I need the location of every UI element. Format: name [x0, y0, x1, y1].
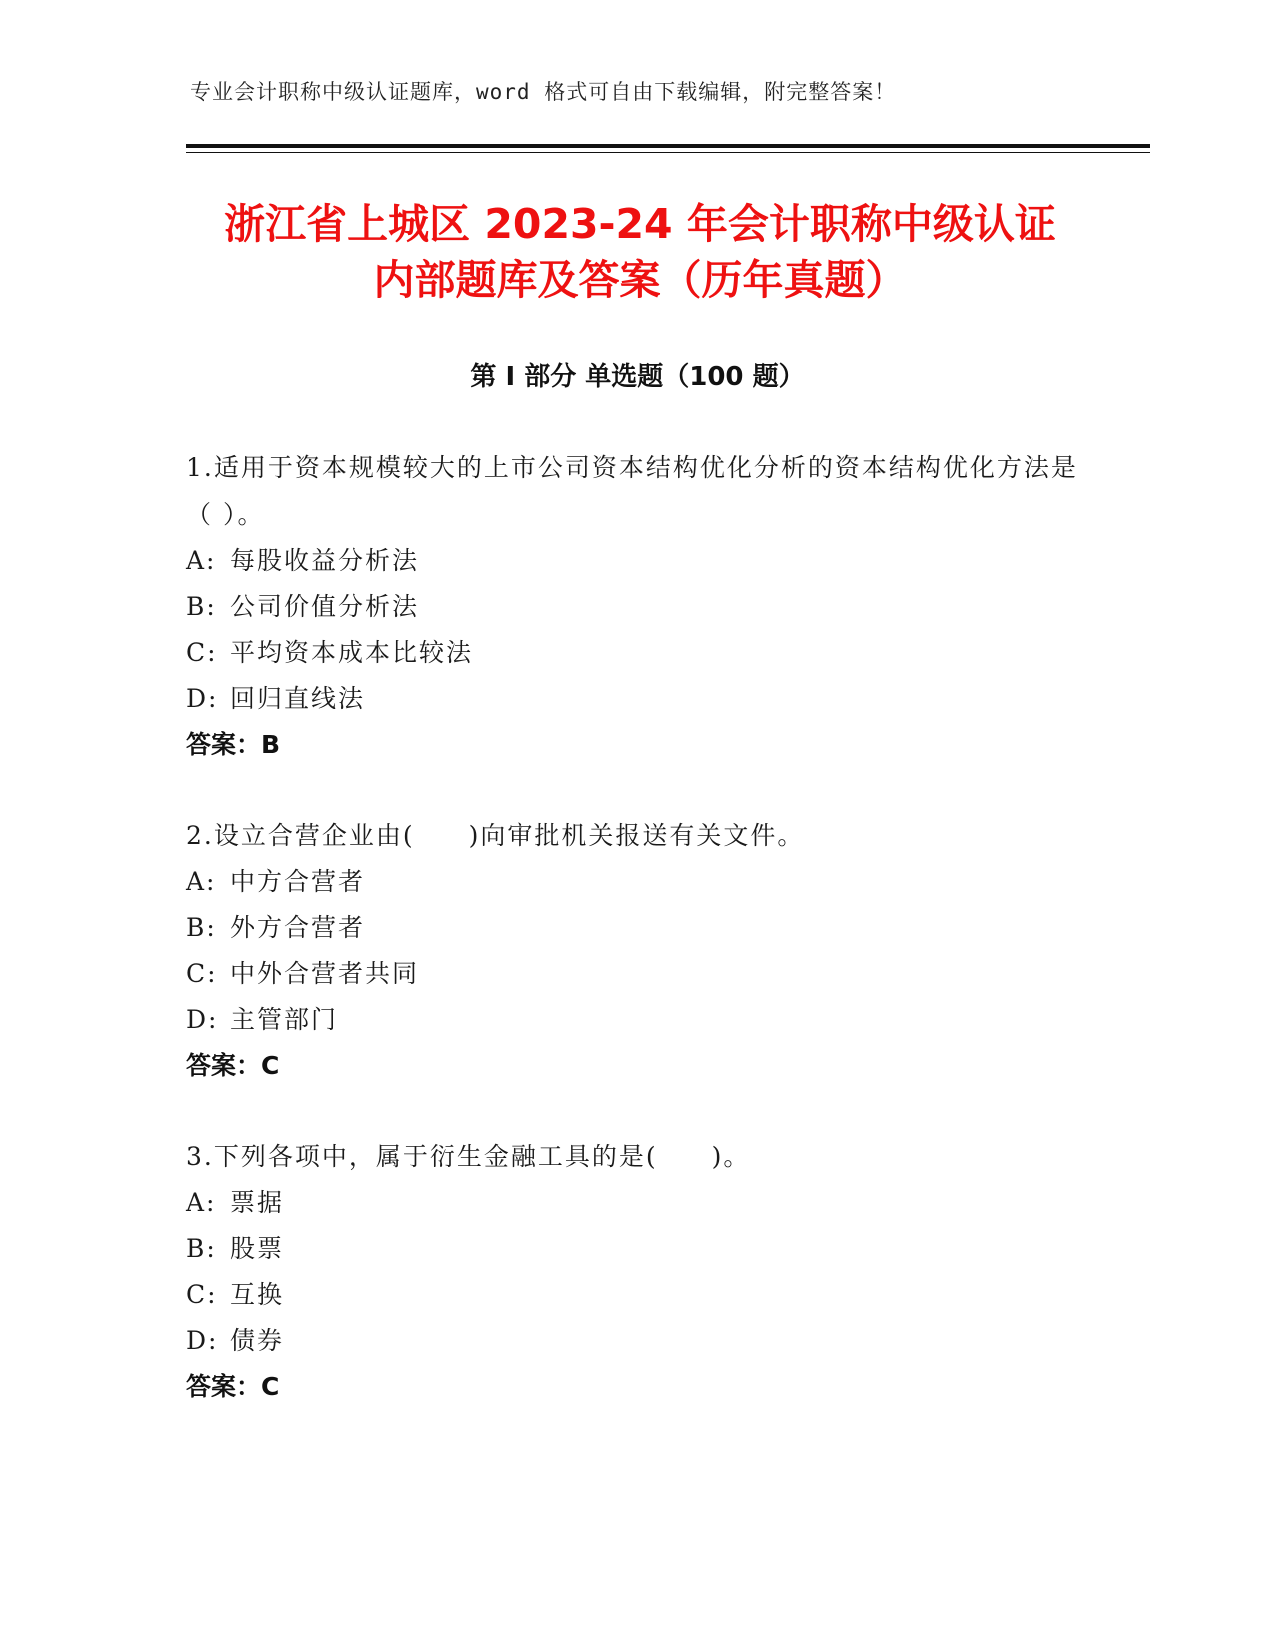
question-2 — [186, 812, 1086, 1089]
question-stem: 3.下列各项中，属于衍生金融工具的是( )。 — [186, 1142, 751, 1171]
option-key: A: — [186, 867, 217, 896]
option-key: D: — [186, 1005, 219, 1034]
option-c — [186, 630, 1086, 676]
option-text: 每股收益分析法 — [230, 546, 420, 575]
option-d — [186, 1318, 1086, 1364]
option-text: 债券 — [230, 1326, 285, 1355]
option-key: C: — [186, 638, 218, 667]
option-d — [186, 676, 1086, 722]
header-divider-thin — [186, 152, 1150, 153]
section-title: 第 I 部分 单选题（100 题） — [470, 362, 805, 392]
option-text: 主管部门 — [230, 1005, 339, 1034]
option-b — [186, 584, 1086, 630]
header-divider — [186, 144, 1150, 148]
option-key: D: — [186, 1326, 219, 1355]
option-text: 票据 — [230, 1188, 285, 1217]
question-stem: 1.适用于资本规模较大的上市公司资本结构优化分析的资本结构优化方法是（ ）。 — [186, 453, 1078, 529]
option-key: A: — [186, 546, 217, 575]
document-title-line-2: 内部题库及答案（历年真题） — [373, 256, 907, 304]
document-title-line-1: 浙江省上城区 2023-24 年会计职称中级认证 — [224, 200, 1056, 248]
option-text: 股票 — [230, 1234, 285, 1263]
question-1 — [186, 444, 1086, 768]
option-b — [186, 1226, 1086, 1272]
option-key: D: — [186, 684, 219, 713]
option-key: B: — [186, 913, 217, 942]
option-key: A: — [186, 1188, 217, 1217]
option-text: 中外合营者共同 — [230, 959, 420, 988]
question-3 — [186, 1133, 1086, 1410]
option-key: B: — [186, 1234, 217, 1263]
question-stem: 2.设立合营企业由( )向审批机关报送有关文件。 — [186, 821, 805, 850]
option-a — [186, 1180, 1086, 1226]
answer: 答案：C — [186, 1372, 280, 1401]
answer: 答案：B — [186, 730, 281, 759]
option-key: C: — [186, 1280, 218, 1309]
question-list — [186, 444, 1086, 1454]
option-text: 公司价值分析法 — [230, 592, 420, 621]
option-text: 互换 — [230, 1280, 285, 1309]
option-d — [186, 997, 1086, 1043]
option-a — [186, 859, 1086, 905]
header-note: 专业会计职称中级认证题库，word 格式可自由下载编辑，附完整答案！ — [190, 80, 897, 104]
option-key: B: — [186, 592, 217, 621]
option-a — [186, 538, 1086, 584]
option-c — [186, 951, 1086, 997]
option-text: 中方合营者 — [230, 867, 366, 896]
option-b — [186, 905, 1086, 951]
option-text: 回归直线法 — [230, 684, 366, 713]
option-key: C: — [186, 959, 218, 988]
option-text: 平均资本成本比较法 — [230, 638, 474, 667]
option-text: 外方合营者 — [230, 913, 366, 942]
option-c — [186, 1272, 1086, 1318]
answer: 答案：C — [186, 1051, 280, 1080]
document-title — [130, 196, 1150, 308]
